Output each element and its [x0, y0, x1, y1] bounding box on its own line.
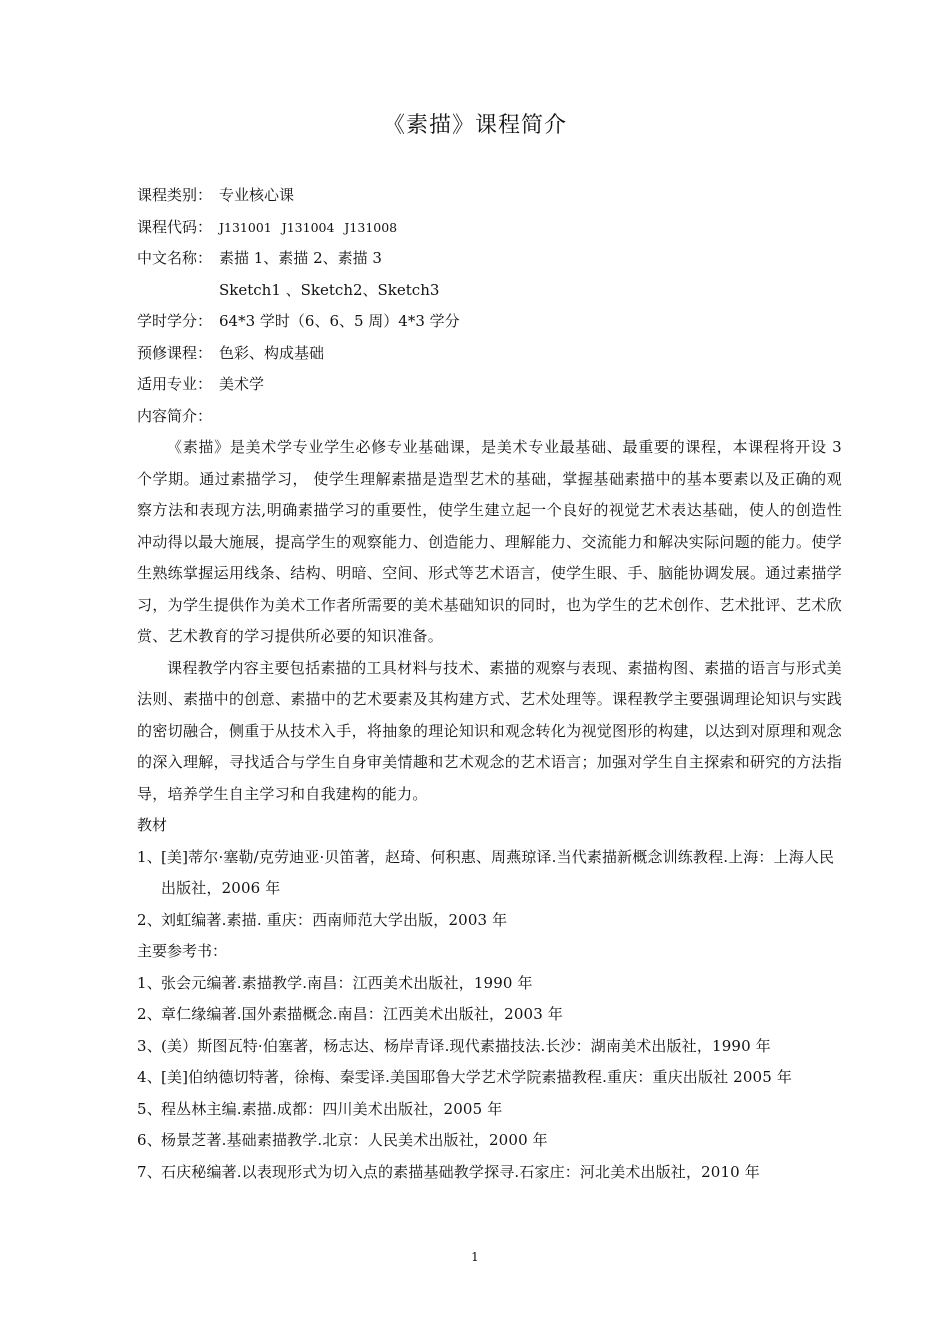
document-body	[137, 180, 842, 1188]
textbooks-heading: 教材	[137, 816, 168, 834]
intro-heading: 内容简介：	[137, 406, 213, 425]
reference-item-number: 5、	[137, 1099, 162, 1118]
intro-paragraph: 课程教学内容主要包括素描的工具材料与技术、素描的观察与表现、素描构图、素描的语言与形式美法则、素描中的创意、素描中的艺术要素及其构建方式、艺术处理等。课程教学主要强调理论知识与实践的密切融合，侧重于从技术入手，将抽象的理论知识和观念转化为视觉图形的构建，以达到对原理和观念的深入理解，寻找适合与学生自身审美情趣和艺术观念的艺术语言；加强对学生自主探索和研究的方法指导，培养学生自主学习和自我建构的能力。	[137, 658, 842, 803]
intro-paragraph: 《素描》是美术学专业学生必修专业基础课，是美术专业最基础、最重要的课程，本课程将开设 3 个学期。通过素描学习， 使学生理解素描是造型艺术的基础，掌握基础素描中的基本要素以及正确的观察方法和表现方法,明确素描学习的重要性，使学生建立起一个良好的视觉艺术表达基础，使人的创造性冲动得以最大施展，提高学生的观察能力、创造能力、理解能力、交流能力和解决实际问题的能力。使学生熟练掌握运用线条、结构、明暗、空间、形式等艺术语言，使学生眼、手、脑能协调发展。通过素描学习，为学生提供作为美术工作者所需要的美术基础知识的同时，也为学生的艺术创作、艺术批评、艺术欣赏、艺术教育的学习提供所必要的知识准备。	[137, 438, 842, 645]
reference-item-number: 3、	[137, 1036, 162, 1055]
course-category-value: 专业核心课	[219, 186, 295, 204]
major-value: 美术学	[219, 375, 265, 393]
reference-item-text: [美]伯纳德切特著，徐梅、秦雯译.美国耶鲁大学艺术学院素描教程.重庆：重庆出版社 2005 年	[161, 1068, 793, 1086]
hours-credits-label: 学时学分：	[137, 312, 213, 330]
reference-item-text: 张会元编著.素描教学.南昌：江西美术出版社，1990 年	[161, 973, 533, 992]
reference-item	[137, 999, 842, 1031]
reference-item-number: 4、	[137, 1068, 162, 1086]
prerequisite-row	[137, 338, 842, 370]
chinese-name-row	[137, 243, 842, 275]
english-name-value: Sketch1 、Sketch2、Sketch3	[219, 280, 440, 299]
reference-item	[137, 1125, 842, 1157]
major-row	[137, 369, 842, 401]
prerequisite-label: 预修课程：	[137, 343, 213, 362]
textbook-item-text: 刘虹编著.素描. 重庆：西南师范大学出版，2003 年	[161, 910, 508, 929]
reference-item	[137, 968, 842, 1000]
hours-credits-row	[137, 306, 842, 338]
course-code-value: J131001 J131004 J131008	[219, 219, 398, 235]
references-heading: 主要参考书：	[137, 942, 228, 960]
reference-item-text: (美）斯图瓦特·伯塞著，杨志达、杨岸青译.现代素描技法.长沙：湖南美术出版社，1990 年	[161, 1036, 771, 1055]
chinese-name-label: 中文名称：	[137, 249, 213, 267]
course-code-label: 课程代码：	[137, 217, 213, 236]
prerequisite-value: 色彩、构成基础	[219, 343, 325, 362]
reference-item-number: 2、	[137, 1005, 162, 1023]
hours-credits-value: 64*3 学时（6、6、5 周）4*3 学分	[219, 312, 460, 330]
reference-item-number: 1、	[137, 973, 162, 992]
reference-item	[137, 1031, 842, 1063]
textbook-item	[137, 905, 842, 937]
reference-item-text: 石庆秘编著.以表现形式为切入点的素描基础教学探寻.石家庄：河北美术出版社，2010 年	[161, 1162, 760, 1181]
major-label: 适用专业：	[137, 375, 213, 393]
course-category-row	[137, 180, 842, 212]
reference-item-number: 7、	[137, 1162, 162, 1181]
reference-item	[137, 1094, 842, 1126]
course-category-label: 课程类别：	[137, 186, 213, 204]
chinese-name-value: 素描 1、素描 2、素描 3	[219, 249, 382, 267]
reference-item-text: 章仁缘编著.国外素描概念.南昌：江西美术出版社，2003 年	[161, 1005, 563, 1023]
course-code-row	[137, 212, 842, 244]
textbook-item-text: [美]蒂尔·塞勒/克劳迪亚·贝笛著，赵琦、何积惠、周燕琼译.当代素描新概念训练教程.上海：上海人民出版社，2006 年	[161, 847, 835, 897]
reference-item-text: 程丛林主编.素描.成都：四川美术出版社，2005 年	[161, 1099, 503, 1118]
reference-item-number: 6、	[137, 1131, 162, 1149]
document-title: 《素描》课程简介	[382, 113, 567, 138]
reference-item-text: 杨景芝著.基础素描教学.北京：人民美术出版社，2000 年	[161, 1131, 548, 1149]
page-number: 1	[471, 1250, 479, 1264]
textbook-item-number: 1、	[137, 847, 162, 866]
textbook-item-number: 2、	[137, 910, 162, 929]
textbook-item	[137, 842, 842, 905]
reference-item	[137, 1062, 842, 1094]
reference-item	[137, 1157, 842, 1189]
